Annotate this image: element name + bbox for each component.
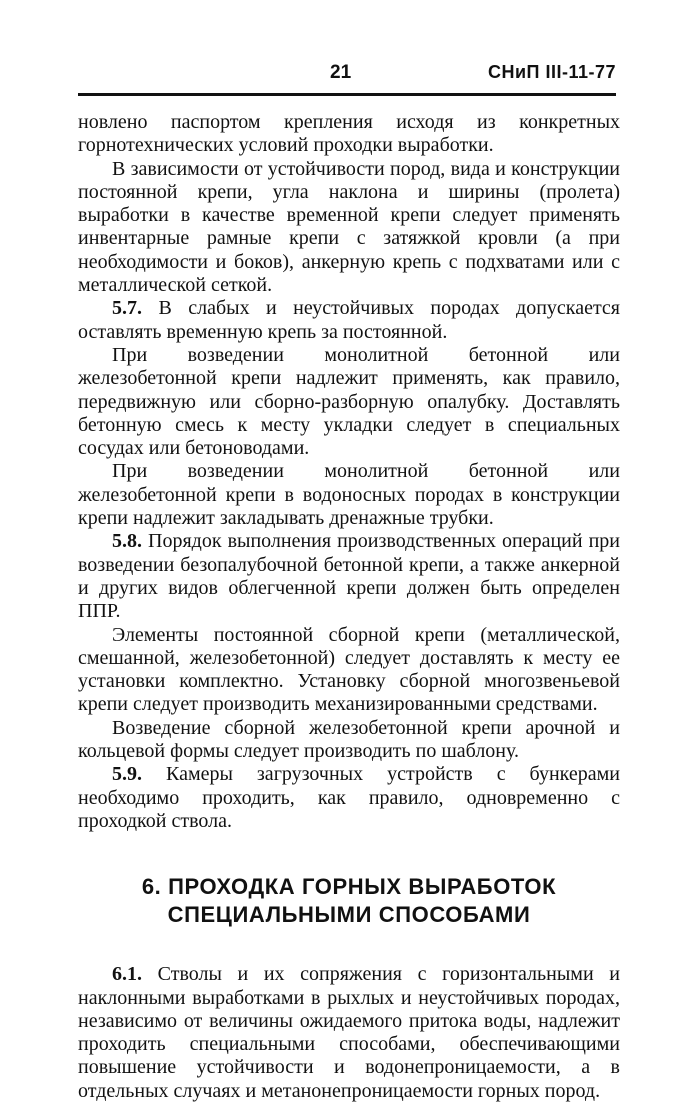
paragraph: При возведении монолитной бетонной или железобетонной крепи в водоносных породах в конструкции крепи надлежит закладывать дренажные трубки.: [78, 460, 620, 530]
paragraph-continuation: новлено паспортом крепления исходя из конкретных горнотехнических условий проходки выработки.: [78, 111, 620, 157]
clause-number: 5.7.: [112, 297, 142, 320]
clause-text: В слабых и неустойчивых породах допускается оставлять временную крепь за постоянной.: [78, 297, 621, 343]
page-number: 21: [330, 62, 352, 83]
clause-5-8: [78, 530, 620, 623]
clause-5-7: [78, 297, 620, 344]
paragraph: Возведение сборной железобетонной крепи арочной и кольцевой формы следует производить по шаблону.: [78, 716, 620, 763]
clause-6-1: [78, 963, 620, 1103]
clause-text: Стволы и их сопряжения с горизонтальными и наклонными выработками в рыхлых и неустойчивых породах, независимо от величины ожидаемого притока воды, надлежит проходить специальными способами, обеспечивающими повышение устойчивости и водонепроницаемости, а в отдельных случаях и метанонепроницаемости горных пород.: [78, 963, 620, 1102]
paragraph: В зависимости от устойчивости пород, вида и конструкции постоянной крепи, угла наклона и ширины (пролета) выработки в качестве временной крепи следует применять инвентарные рамные крепи с затяжкой кровли (а при необходимости и боков), анкерную крепь с подхватами или с металлической сеткой.: [78, 157, 620, 297]
document-code: СНиП III-11-77: [487, 62, 616, 82]
clause-number: 6.1.: [112, 963, 142, 986]
clause-number: 5.9.: [112, 763, 142, 786]
clause-text: Камеры загрузочных устройств с бункерами необходимо проходить, как правило, одновременно с проходкой ствола.: [78, 763, 621, 832]
section-heading-line-2: СПЕЦИАЛЬНЫМИ СПОСОБАМИ: [167, 902, 531, 928]
page-header: [78, 62, 616, 88]
clause-number: 5.8.: [112, 530, 142, 553]
section-heading: [78, 873, 620, 929]
header-rule: [78, 93, 616, 96]
body-text: [78, 111, 620, 1103]
clause-5-9: [78, 763, 620, 833]
clause-text: Порядок выполнения производственных операций при возведении безопалубочной бетонной крепи, а также анкерной и других видов облегченной крепи должен быть определен ППР.: [78, 530, 621, 623]
paragraph: Элементы постоянной сборной крепи (металлической, смешанной, железобетонной) следует доставлять к месту ее установки комплектно. Установку сборной многозвеньевой крепи следует производить механизированными средствами.: [78, 623, 620, 716]
section-heading-line-1: 6. ПРОХОДКА ГОРНЫХ ВЫРАБОТОК: [141, 874, 557, 900]
paragraph: При возведении монолитной бетонной или железобетонной крепи надлежит применять, как правило, передвижную или сборно-разборную опалубку. Доставлять бетонную смесь к месту укладки следует в специальных сосудах или бетоноводами.: [78, 343, 620, 460]
